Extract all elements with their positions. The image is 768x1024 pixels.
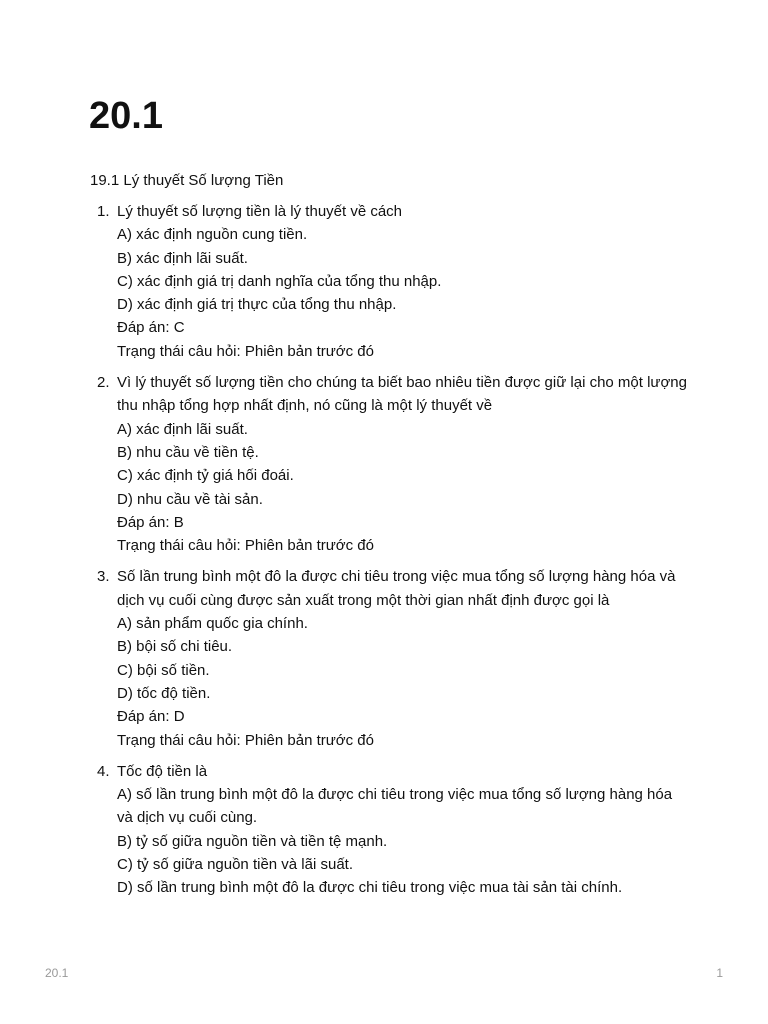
question-item	[90, 200, 690, 363]
correct-answer: Đáp án: D	[117, 708, 185, 726]
question-number: 2.	[97, 374, 110, 392]
footer-page-number: 1	[716, 966, 723, 980]
question-status: Trạng thái câu hỏi: Phiên bản trước đó	[117, 342, 374, 360]
question-list	[90, 200, 690, 908]
question-status: Trạng thái câu hỏi: Phiên bản trước đó	[117, 731, 374, 749]
question-item	[90, 371, 690, 557]
answer-option: D) nhu cầu về tài sản.	[117, 490, 263, 508]
answer-option: A) sản phẩm quốc gia chính.	[117, 615, 308, 633]
question-number: 1.	[97, 203, 110, 220]
answer-option: B) nhu cầu về tiền tệ.	[117, 443, 259, 461]
question-status: Trạng thái câu hỏi: Phiên bản trước đó	[117, 537, 374, 555]
correct-answer: Đáp án: B	[117, 513, 184, 531]
answer-option: D) tốc độ tiền.	[117, 684, 211, 702]
answer-option: D) số lần trung bình một đô la được chi tiêu trong việc mua tài sản tài chính.	[117, 879, 623, 897]
answer-option: B) xác định lãi suất.	[117, 249, 248, 267]
answer-option: C) xác định tỷ giá hối đoái.	[117, 467, 294, 485]
correct-answer: Đáp án: C	[117, 319, 185, 337]
answer-option: B) bội số chi tiêu.	[117, 638, 233, 656]
answer-option: C) xác định giá trị danh nghĩa của tổng thu nhập.	[117, 272, 442, 290]
answer-option: B) tỷ số giữa nguồn tiền và tiền tệ mạnh.	[117, 832, 388, 850]
footer-document-title: 20.1	[45, 966, 69, 980]
question-number: 4.	[97, 762, 110, 780]
answer-option: C) bội số tiền.	[117, 661, 210, 679]
section-heading: 19.1 Lý thuyết Số lượng Tiền	[90, 172, 284, 189]
page-title: 20.1	[89, 95, 163, 137]
question-stem: Vì lý thuyết số lượng tiền cho chúng ta biết bao nhiêu tiền được giữ lại cho một lượng thu nhập tổng hợp nhất định, nó cũng là một lý thuyết về	[117, 374, 687, 415]
question-item	[90, 565, 690, 751]
question-stem: Tốc độ tiền là	[117, 762, 208, 780]
answer-option: A) xác định lãi suất.	[117, 420, 248, 438]
question-number: 3.	[97, 568, 110, 586]
answer-option: C) tỷ số giữa nguồn tiền và lãi suất.	[117, 856, 354, 874]
answer-option: A) số lần trung bình một đô la được chi tiêu trong việc mua tổng số lượng hàng hóa và dịch vụ cuối cùng.	[117, 786, 673, 827]
question-stem: Lý thuyết số lượng tiền là lý thuyết về cách	[117, 203, 403, 220]
answer-option: A) xác định nguồn cung tiền.	[117, 226, 308, 244]
answer-option: D) xác định giá trị thực của tổng thu nhập.	[117, 296, 397, 314]
question-stem: Số lần trung bình một đô la được chi tiêu trong việc mua tổng số lượng hàng hóa và dịch vụ cuối cùng được sản xuất trong một thời gian nhất định được gọi là	[117, 568, 676, 609]
question-item	[90, 760, 690, 900]
